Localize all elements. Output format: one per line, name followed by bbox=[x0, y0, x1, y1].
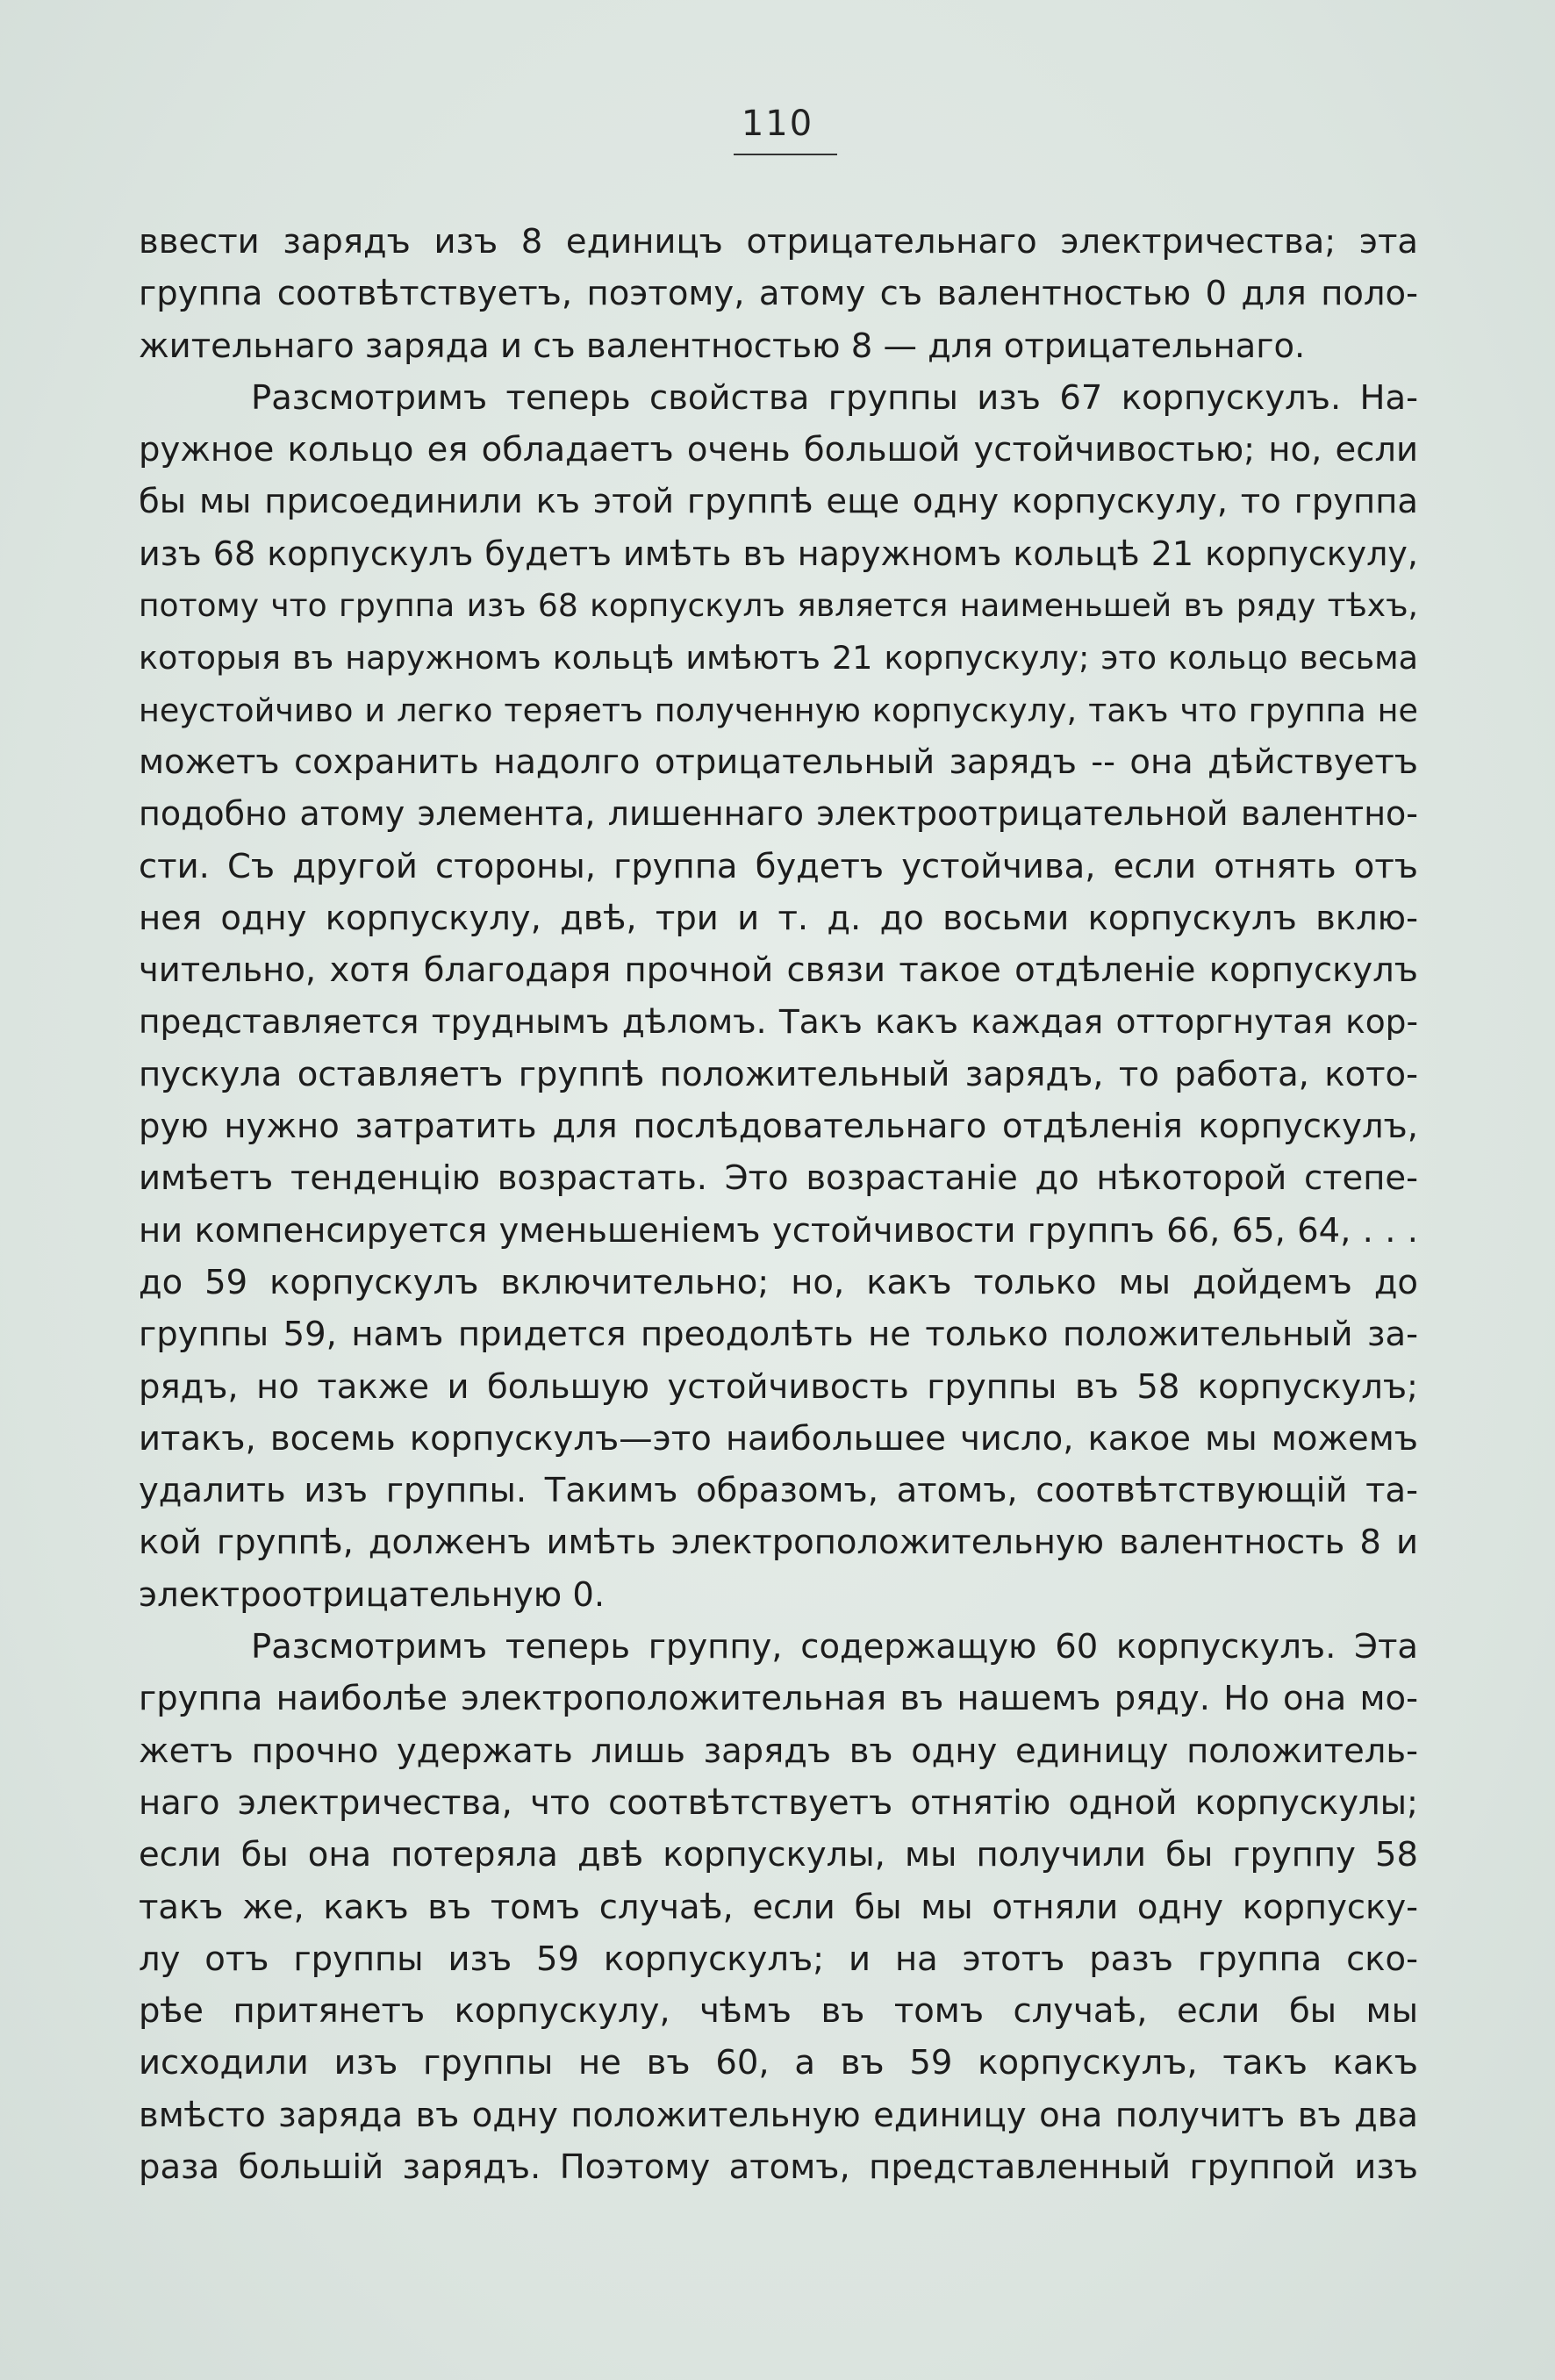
text-line: если бы она потеряла двѣ корпускулы, мы получили бы группу 58 bbox=[139, 1835, 1418, 1875]
text-line: раза большій зарядъ. Поэтому атомъ, представленный группой изъ bbox=[139, 2147, 1418, 2187]
text-line: кой группѣ, долженъ имѣть электроположительную валентность 8 и bbox=[139, 1523, 1418, 1563]
text-line: представляется труднымъ дѣломъ. Такъ какъ каждая отторгнутая кор- bbox=[139, 1002, 1418, 1042]
text-line: группа наиболѣе электроположительная въ нашемъ ряду. Но она мо- bbox=[139, 1679, 1418, 1719]
text-line: которыя въ наружномъ кольцѣ имѣютъ 21 корпускулу; это кольцо весьма bbox=[139, 639, 1418, 677]
text-line: нея одну корпускулу, двѣ, три и т. д. до восьми корпускулъ вклю- bbox=[139, 898, 1418, 938]
text-line: жетъ прочно удержать лишь зарядъ въ одну единицу положитель- bbox=[139, 1731, 1418, 1771]
text-line: неустойчиво и легко теряетъ полученную корпускулу, такъ что группа не bbox=[139, 691, 1418, 729]
body-text bbox=[139, 216, 1418, 2193]
text-line: наго электричества, что соотвѣтствуетъ отнятію одной корпускулы; bbox=[139, 1782, 1418, 1823]
text-line: такъ же, какъ въ томъ случаѣ, если бы мы отняли одну корпуску- bbox=[139, 1887, 1418, 1927]
text-line: имѣетъ тенденцію возрастать. Это возрастаніе до нѣкоторой степе- bbox=[139, 1158, 1418, 1199]
text-line: исходили изъ группы не въ 60, а въ 59 корпускулъ, такъ какъ bbox=[139, 2043, 1418, 2083]
text-line: пускула оставляетъ группѣ положительный зарядъ, то работа, кото- bbox=[139, 1054, 1418, 1094]
text-line: подобно атому элемента, лишеннаго электроотрицательной валентно- bbox=[139, 794, 1418, 834]
text-line: рую нужно затратить для послѣдовательнаго отдѣленія корпускулъ, bbox=[139, 1107, 1418, 1147]
text-line: лу отъ группы изъ 59 корпускулъ; и на этотъ разъ группа ско- bbox=[139, 1939, 1418, 1979]
text-line: изъ 68 корпускулъ будетъ имѣть въ наружномъ кольцѣ 21 корпускулу, bbox=[139, 534, 1418, 573]
text-line: можетъ сохранить надолго отрицательный зарядъ -- она дѣйствуетъ bbox=[139, 742, 1418, 782]
text-line: удалить изъ группы. Такимъ образомъ, атомъ, соотвѣтствующій та- bbox=[139, 1471, 1418, 1511]
text-line: группа соотвѣтствуетъ, поэтому, атому съ валентностью 0 для поло- bbox=[139, 274, 1418, 314]
text-line: вмѣсто заряда въ одну положительную единицу она получитъ въ два bbox=[139, 2095, 1418, 2135]
page-number-rule bbox=[734, 154, 837, 155]
text-line: до 59 корпускулъ включительно; но, какъ только мы дойдемъ до bbox=[139, 1262, 1418, 1302]
paragraph-start-line: Разсмотримъ теперь свойства группы изъ 67 корпускулъ. На- bbox=[251, 377, 1418, 418]
text-line: итакъ, восемь корпускулъ—это наибольшее число, какое мы можемъ bbox=[139, 1418, 1418, 1459]
text-line: группы 59, намъ придется преодолѣть не только положительный за- bbox=[139, 1315, 1418, 1355]
text-line: бы мы присоединили къ этой группѣ еще одну корпускулу, то группа bbox=[139, 482, 1418, 522]
text-line: потому что группа изъ 68 корпускулъ является наименьшей въ ряду тѣхъ, bbox=[139, 588, 1418, 625]
text-line: сти. Съ другой стороны, группа будетъ устойчива, если отнять отъ bbox=[139, 846, 1418, 886]
text-line: рядъ, но также и большую устойчивость группы въ 58 корпускулъ; bbox=[139, 1366, 1418, 1407]
page-number: 110 bbox=[741, 104, 814, 144]
text-line: электроотрицательную 0. bbox=[139, 1574, 606, 1615]
text-line: рѣе притянетъ корпускулу, чѣмъ въ томъ случаѣ, если бы мы bbox=[139, 1991, 1418, 2032]
text-line: жительнаго заряда и съ валентностью 8 — для отрицательнаго. bbox=[139, 326, 1306, 366]
text-line: ружное кольцо ея обладаетъ очень большой устойчивостью; но, если bbox=[139, 430, 1418, 470]
text-line: ввести зарядъ изъ 8 единицъ отрицательнаго электричества; эта bbox=[139, 222, 1418, 262]
text-line: чительно, хотя благодаря прочной связи такое отдѣленіе корпускулъ bbox=[139, 950, 1418, 991]
text-line: ни компенсируется уменьшеніемъ устойчивости группъ 66, 65, 64, . . . bbox=[139, 1210, 1418, 1251]
paragraph-start-line: Разсмотримъ теперь группу, содержащую 60 корпускулъ. Эта bbox=[251, 1627, 1418, 1667]
